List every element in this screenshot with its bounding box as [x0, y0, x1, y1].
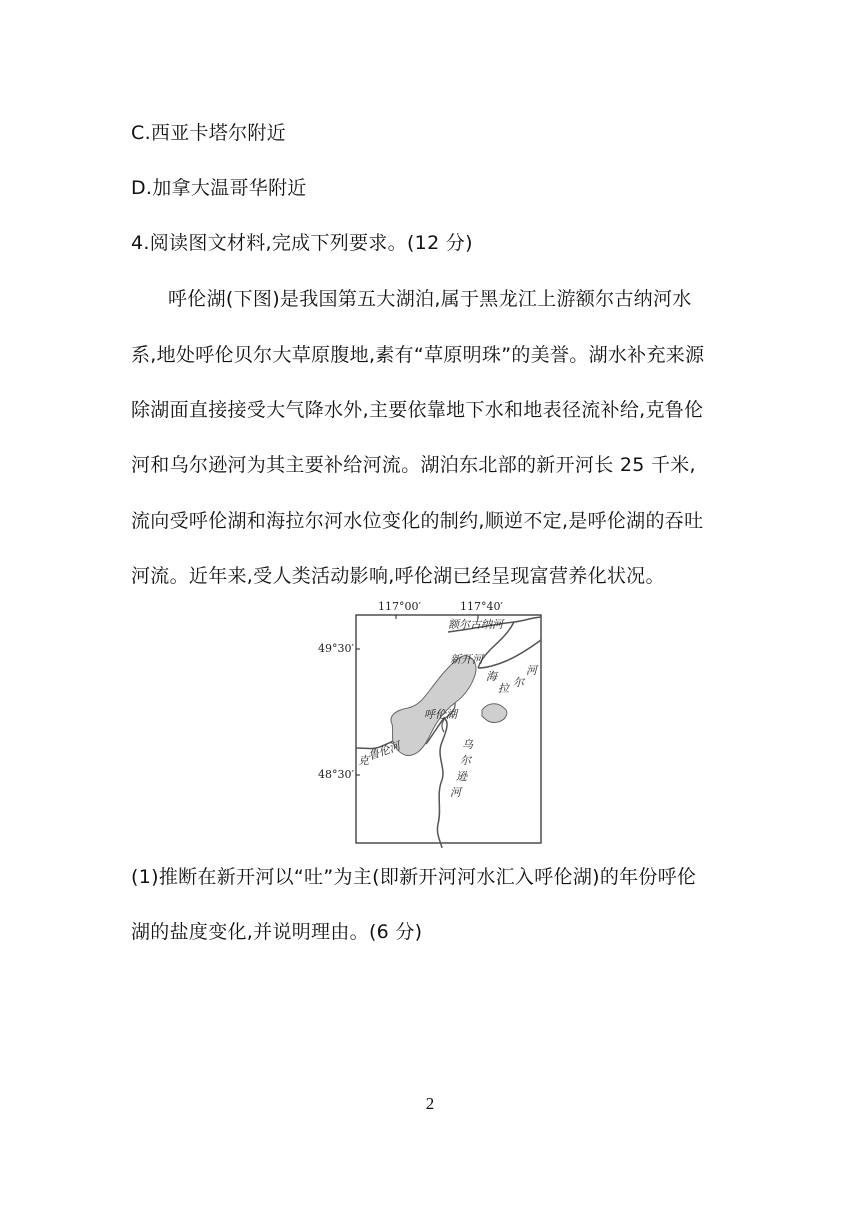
label-xinkai: 新开河: [450, 653, 483, 666]
label-hailar-2: 拉: [498, 682, 509, 695]
label-kelulun-2: 鲁伦河: [366, 739, 403, 763]
label-wuerxun-4: 河: [450, 786, 461, 799]
sub-question-line: (1)推断在新开河以“吐”为主(即新开河河水汇入呼伦湖)的年份呼伦: [131, 866, 697, 888]
small-lake: [482, 704, 507, 723]
lat-label-49-30: 49°30′: [318, 642, 354, 655]
passage-line: 除湖面直接接受大气降水外,主要依靠地下水和地表径流补给,克鲁伦: [131, 399, 704, 421]
passage-line: 河和乌尔逊河为其主要补给河流。湖泊东北部的新开河长 25 千米,: [131, 454, 696, 476]
label-hulun-lake: 呼伦湖: [424, 708, 457, 721]
label-kelulun-1: 克: [358, 754, 369, 767]
label-hailar-3: 尔: [513, 676, 524, 689]
passage-line: 系,地处呼伦贝尔大草原腹地,素有“草原明珠”的美誉。湖水补充来源: [131, 344, 705, 366]
question-header: 4.阅读图文材料,完成下列要求。(12 分): [131, 232, 473, 254]
option-d: D.加拿大温哥华附近: [131, 177, 307, 199]
map-frame: [356, 615, 541, 843]
label-erguna: 额尔古纳河: [448, 618, 503, 631]
passage-line: 流向受呼伦湖和海拉尔河水位变化的制约,顺逆不定,是呼伦湖的吞吐: [131, 510, 704, 532]
passage-line: 河流。近年来,受人类活动影响,呼伦湖已经呈现富营养化状况。: [131, 565, 665, 587]
label-hailar-4: 河: [526, 664, 537, 677]
lat-label-48-30: 48°30′: [318, 768, 354, 781]
hulun-lake-map: [318, 598, 558, 848]
label-hailar-1: 海: [486, 670, 497, 683]
passage-line: 呼伦湖(下图)是我国第五大湖泊,属于黑龙江上游额尔古纳河水: [168, 288, 692, 310]
lon-label-117-00: 117°00′: [378, 600, 421, 613]
option-c: C.西亚卡塔尔附近: [131, 122, 287, 144]
label-wuerxun-1: 乌: [462, 738, 473, 751]
page-number: 2: [425, 1094, 435, 1113]
label-wuerxun-2: 尔: [460, 754, 471, 767]
lon-label-117-40: 117°40′: [460, 600, 503, 613]
label-wuerxun-3: 逊: [456, 770, 467, 783]
sub-question-line: 湖的盐度变化,并说明理由。(6 分): [131, 921, 423, 943]
